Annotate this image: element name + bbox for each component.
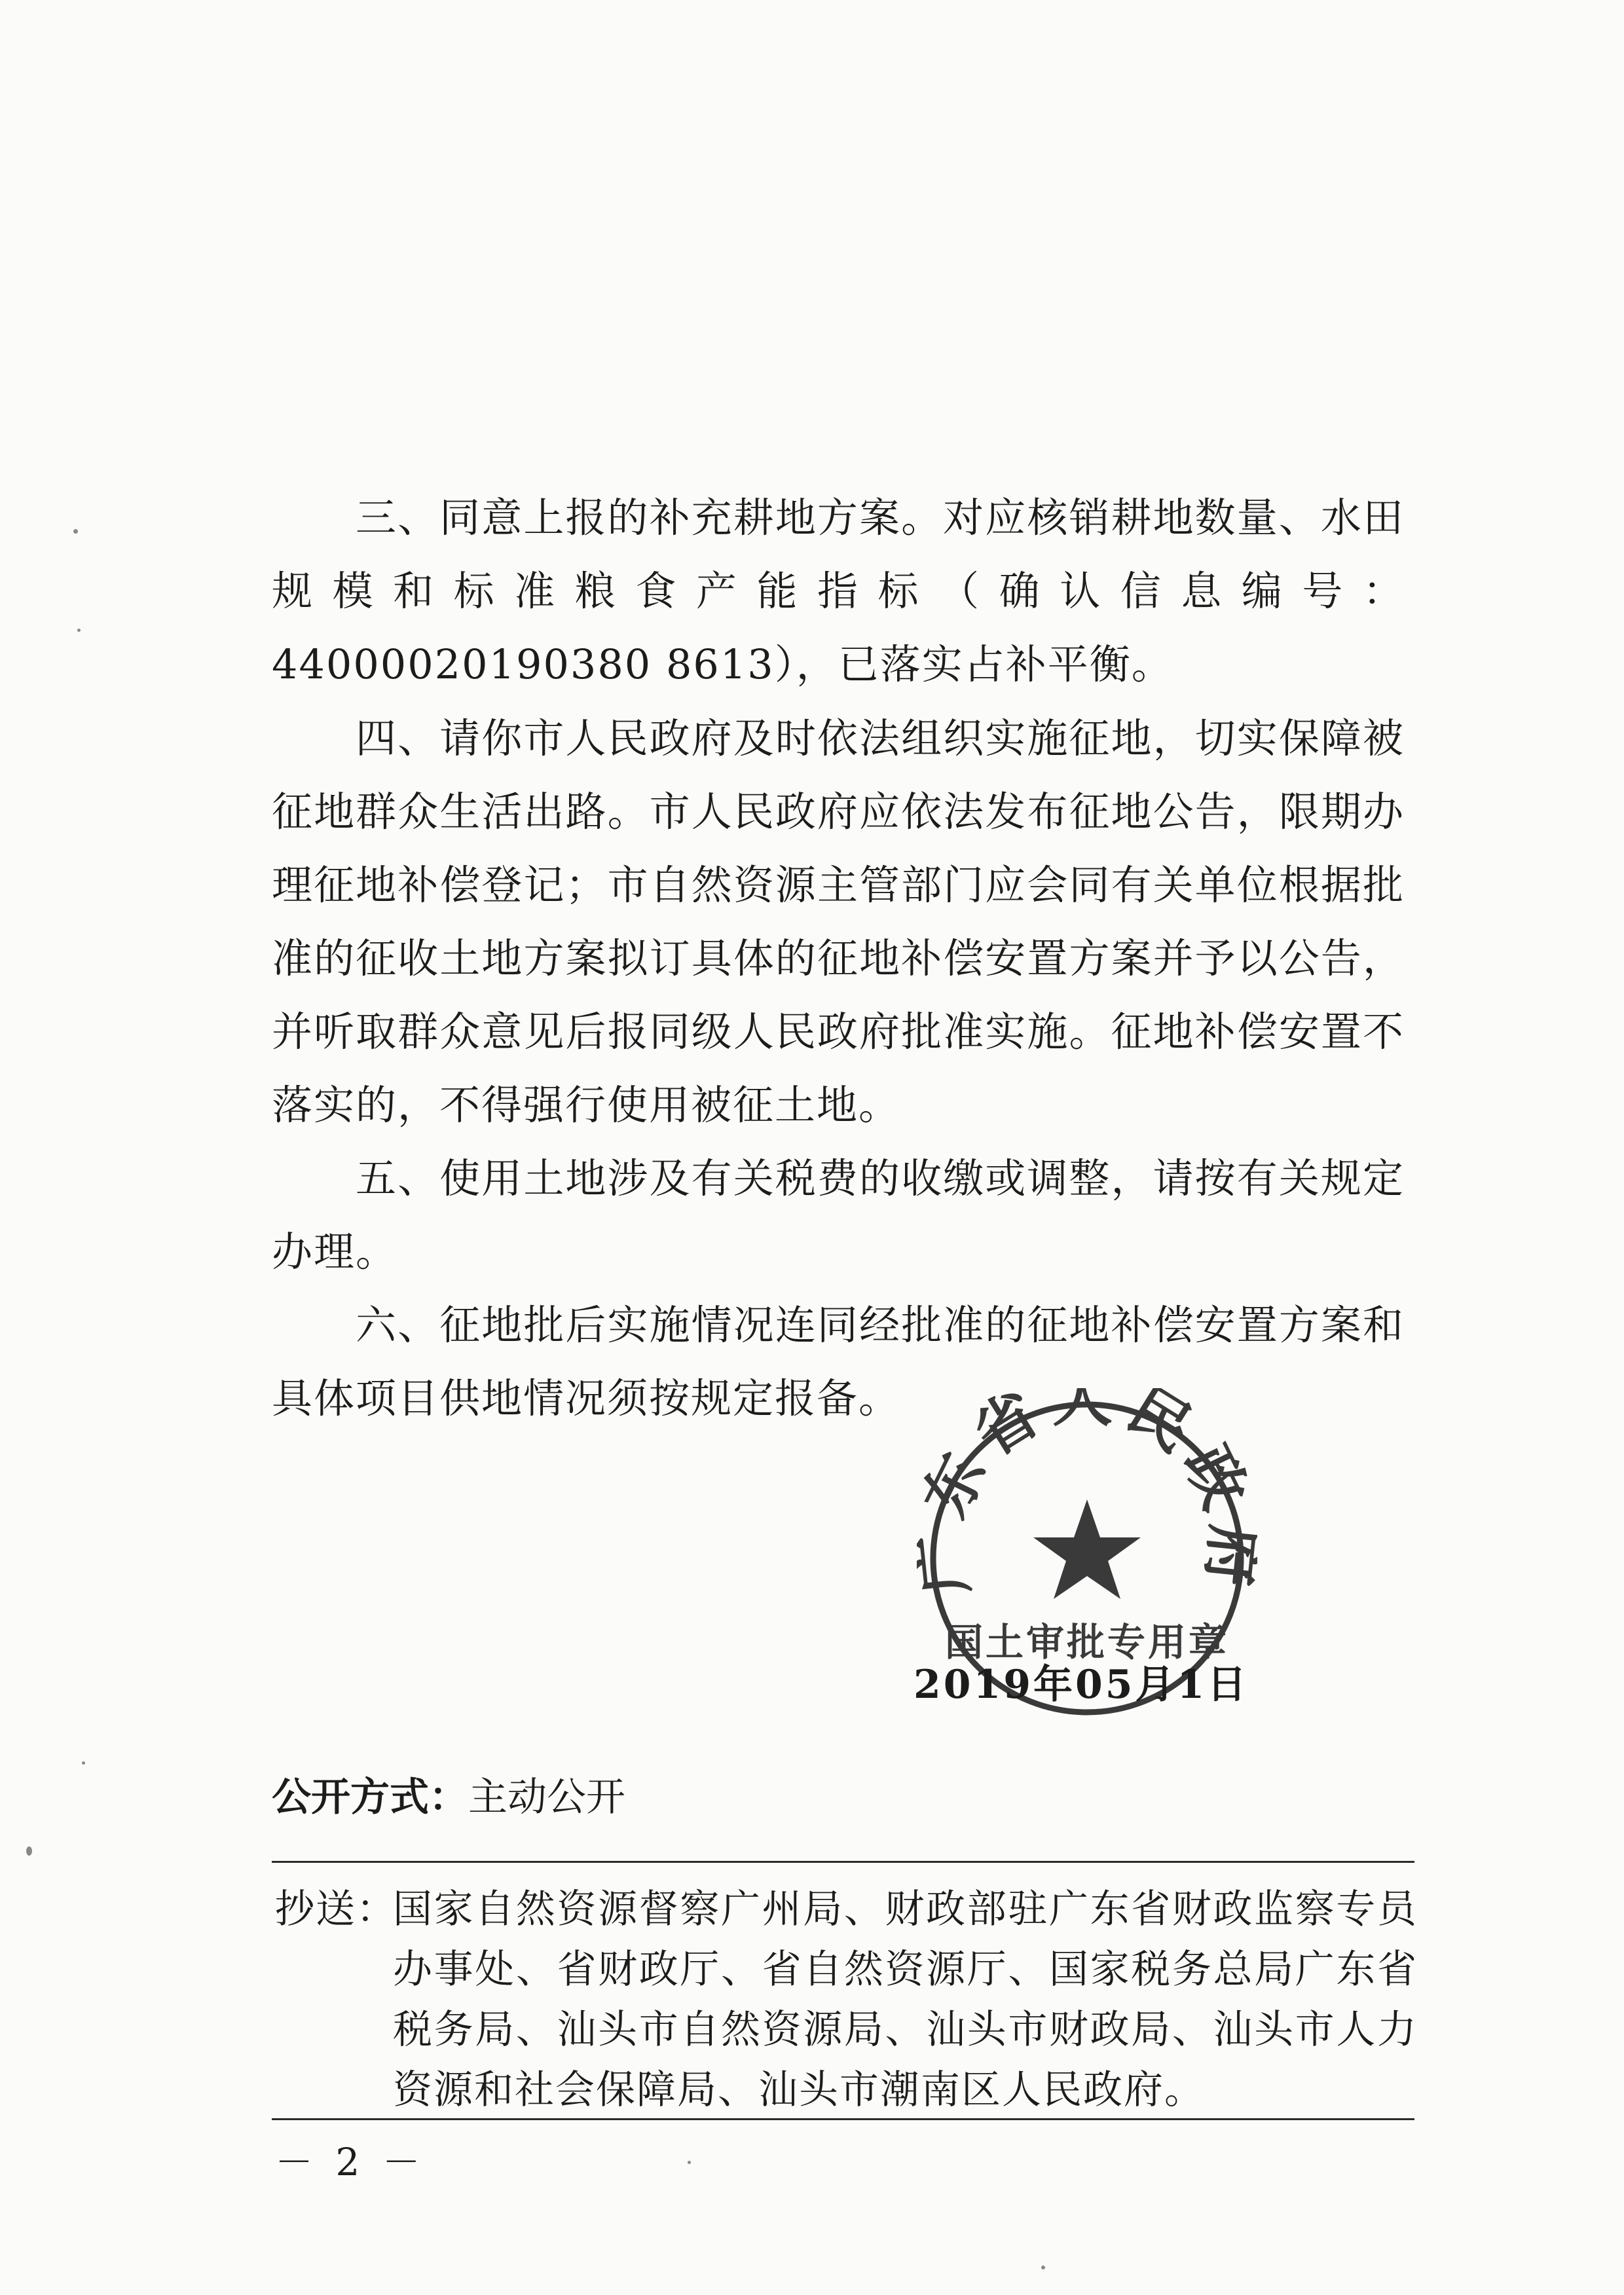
scan-speck bbox=[688, 2161, 691, 2164]
cc-top-divider bbox=[272, 1861, 1414, 1863]
disclosure-value: 主动公开 bbox=[468, 1774, 625, 1820]
date-day: 1 bbox=[1177, 1662, 1208, 1708]
scan-speck bbox=[73, 529, 78, 534]
paragraph-item-5: 五、使用土地涉及有关税费的收缴或调整，请按有关规定办理。 bbox=[272, 1154, 1405, 1276]
seal-star-icon bbox=[1033, 1499, 1141, 1599]
seal-bottom-text: 国土审批专用章 bbox=[944, 1620, 1230, 1664]
cc-bottom-divider bbox=[272, 2118, 1414, 2120]
date-month-suffix: 月 bbox=[1135, 1662, 1177, 1708]
seal-arc-text: 东省人民政 bbox=[917, 1388, 1257, 1528]
cc-recipients: 国家自然资源督察广州局、财政部驻广东省财政监察专员办事处、省财政厅、省自然资源厅、国家税务总局广东省税务局、汕头市自然资源局、汕头市财政局、汕头市人力资源和社会保障局、汕头市潮南区人民政府。 bbox=[393, 1886, 1418, 2113]
disclosure-line bbox=[272, 1768, 625, 1827]
page-number: － 2 － bbox=[275, 2140, 426, 2184]
paragraph-item-6: 六、征地批后实施情况连同经批准的征地补偿安置方案和具体项目供地情况须按规定报备。 bbox=[272, 1301, 1405, 1422]
paragraph-item-4: 四、请你市人民政府及时依法组织实施征地，切实保障被征地群众生活出路。市人民政府应依法发布征地公告，限期办理征地补偿登记；市自然资源主管部门应会同有关单位根据批准的征收土地方案拟订具体的征地补偿安置方案并予以公告，并听取群众意见后报同级人民政府批准实施。征地补偿安置不落实的，不得强行使用被征土地。 bbox=[272, 714, 1405, 1129]
scan-speck bbox=[77, 629, 81, 632]
date-year: 2019 bbox=[913, 1662, 1033, 1708]
issue-date bbox=[913, 1653, 1249, 1710]
scan-speck bbox=[1041, 2266, 1045, 2269]
paragraph-item-3: 三、同意上报的补充耕地方案。对应核销耕地数量、水田规模和标准粮食产能指标（确认信息编号：44000020190380 8613），已落实占补平衡。 bbox=[272, 494, 1405, 688]
cc-label: 抄送： bbox=[275, 1886, 397, 1932]
scan-speck bbox=[26, 1846, 32, 1856]
date-year-suffix: 年 bbox=[1033, 1662, 1075, 1708]
scan-speck bbox=[82, 1761, 85, 1765]
date-month: 05 bbox=[1075, 1662, 1135, 1708]
disclosure-label: 公开方式： bbox=[272, 1774, 468, 1820]
date-day-suffix: 日 bbox=[1207, 1662, 1249, 1708]
